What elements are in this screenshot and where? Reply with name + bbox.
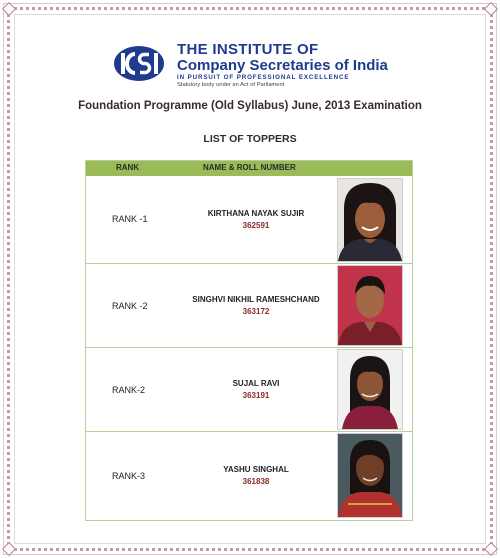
org-statutory-note: Statutory body under an Act of Parliament <box>177 82 285 88</box>
student-portrait-icon <box>338 266 402 345</box>
topper-photo <box>337 349 403 430</box>
table-header <box>86 161 412 176</box>
student-portrait-icon <box>338 350 402 429</box>
roll-number: 363172 <box>242 307 270 316</box>
roll-number: 361838 <box>242 477 270 486</box>
institute-name-block <box>177 42 388 89</box>
org-name-line2: Company Secretaries of India <box>177 57 388 74</box>
roll-number: 363191 <box>242 391 270 400</box>
topper-photo <box>337 265 403 346</box>
org-name-line1: THE INSTITUTE OF <box>177 41 319 58</box>
student-portrait-icon <box>338 434 402 517</box>
table-row <box>86 264 412 348</box>
topper-name: KIRTHANA NAYAK SUJIR <box>207 209 305 218</box>
topper-photo <box>337 178 403 262</box>
icsi-logo-icon <box>113 45 165 82</box>
table-row <box>86 348 412 432</box>
rank-label: RANK -1 <box>112 214 148 224</box>
column-header-rank: RANK <box>116 163 140 172</box>
student-portrait-icon <box>338 179 402 261</box>
table-row <box>86 432 412 520</box>
org-tagline: IN PURSUIT OF PROFESSIONAL EXCELLENCE <box>177 74 350 81</box>
topper-name: YASHU SINGHAL <box>223 465 289 474</box>
toppers-table <box>85 160 413 521</box>
topper-name: SINGHVI NIKHIL RAMESHCHAND <box>192 295 320 304</box>
rank-label: RANK-3 <box>112 471 146 481</box>
topper-name: SUJAL RAVI <box>232 379 280 388</box>
table-row <box>86 176 412 264</box>
exam-title: Foundation Programme (Old Syllabus) June, 2013 Examination <box>78 100 422 112</box>
list-title: LIST OF TOPPERS <box>203 133 297 145</box>
column-header-name: NAME & ROLL NUMBER <box>203 163 296 172</box>
institute-header <box>113 42 403 98</box>
rank-label: RANK -2 <box>112 301 148 311</box>
roll-number: 362591 <box>242 221 270 230</box>
rank-label: RANK-2 <box>112 385 146 395</box>
topper-photo <box>337 433 403 518</box>
